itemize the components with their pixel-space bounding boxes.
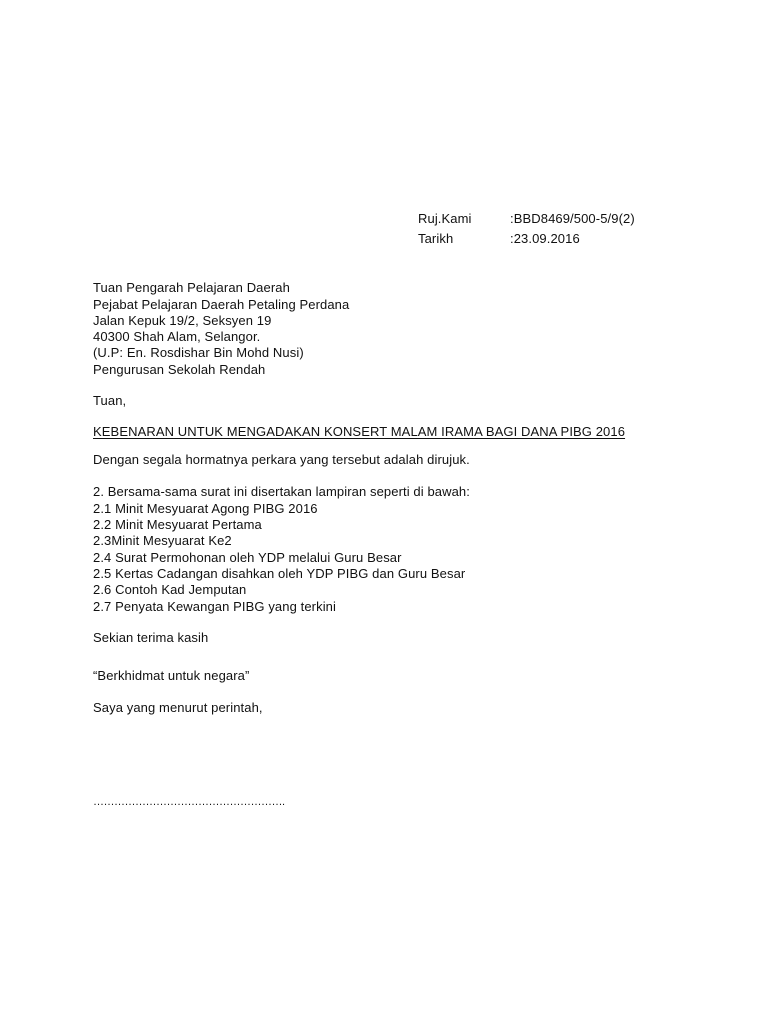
attachment-item: 2.6 Contoh Kad Jemputan bbox=[93, 582, 247, 597]
ref-label: Ruj.Kami bbox=[418, 211, 472, 226]
closing-text: Sekian terima kasih bbox=[93, 630, 209, 645]
attachment-item: 2.1 Minit Mesyuarat Agong PIBG 2016 bbox=[93, 501, 318, 516]
attachment-item: 2.7 Penyata Kewangan PIBG yang terkini bbox=[93, 599, 337, 614]
attachment-item: 2.4 Surat Permohonan oleh YDP melalui Guru Besar bbox=[93, 550, 402, 565]
recipient-line-1: Tuan Pengarah Pelajaran Daerah bbox=[93, 280, 290, 295]
signoff: Saya yang menurut perintah, bbox=[93, 700, 263, 715]
recipient-line-6: Pengurusan Sekolah Rendah bbox=[93, 362, 266, 377]
signature-line: ………………………………………………. bbox=[93, 796, 285, 808]
motto: “Berkhidmat untuk negara” bbox=[93, 668, 250, 683]
salutation: Tuan, bbox=[93, 393, 127, 408]
recipient-line-4: 40300 Shah Alam, Selangor. bbox=[93, 329, 261, 344]
recipient-line-3: Jalan Kepuk 19/2, Seksyen 19 bbox=[93, 313, 272, 328]
ref-value: :BBD8469/500-5/9(2) bbox=[510, 211, 635, 226]
attachment-item: 2.2 Minit Mesyuarat Pertama bbox=[93, 517, 262, 532]
recipient-line-2: Pejabat Pelajaran Daerah Petaling Perdana bbox=[93, 297, 350, 312]
recipient-line-5: (U.P: En. Rosdishar Bin Mohd Nusi) bbox=[93, 345, 304, 360]
attachment-item: 2.5 Kertas Cadangan disahkan oleh YDP PIBG dan Guru Besar bbox=[93, 566, 466, 581]
letter-subject: KEBENARAN UNTUK MENGADAKAN KONSERT MALAM IRAMA BAGI DANA PIBG 2016 bbox=[93, 424, 626, 439]
attachments-heading: 2. Bersama-sama surat ini disertakan lampiran seperti di bawah: bbox=[93, 484, 470, 499]
intro-paragraph: Dengan segala hormatnya perkara yang tersebut adalah dirujuk. bbox=[93, 452, 470, 467]
date-value: :23.09.2016 bbox=[510, 231, 580, 246]
date-label: Tarikh bbox=[418, 231, 454, 246]
attachment-item: 2.3Minit Mesyuarat Ke2 bbox=[93, 533, 232, 548]
